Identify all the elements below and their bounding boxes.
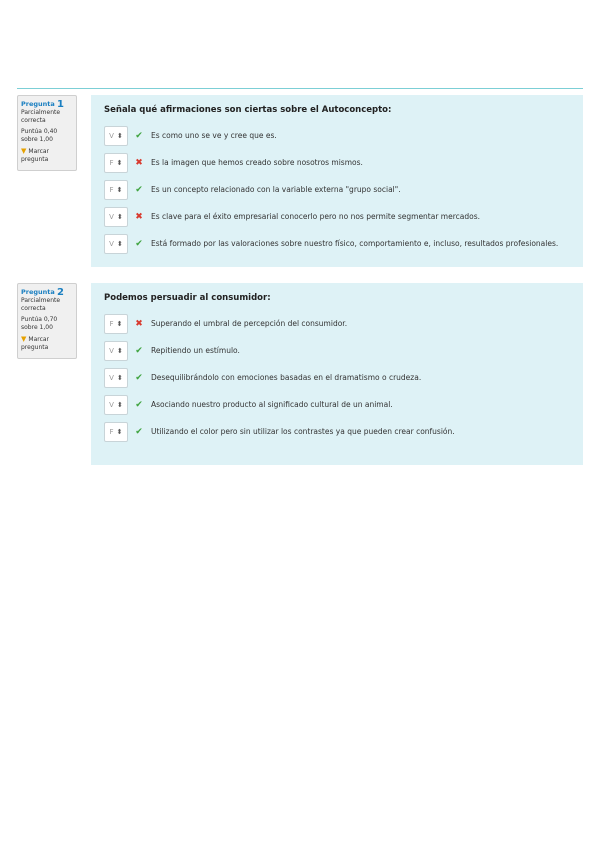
answer-row <box>104 418 583 445</box>
answer-select[interactable]: F ⬍ <box>104 153 128 173</box>
check-icon: ✔ <box>135 184 143 195</box>
select-arrows-icon: ⬍ <box>116 319 123 328</box>
flag-question-link[interactable]: ▼ Marcar pregunta <box>21 335 50 351</box>
answer-text: Es un concepto relacionado con la variable externa "grupo social". <box>151 185 401 194</box>
question-content <box>91 283 583 465</box>
cross-icon: ✖ <box>135 211 143 222</box>
question-number: Pregunta 1 <box>21 99 65 110</box>
check-icon: ✔ <box>135 238 143 249</box>
answer-text: Está formado por las valoraciones sobre nuestro físico, comportamiento e, incluso, resultados profesionales. <box>151 239 559 248</box>
top-divider <box>17 88 583 89</box>
answer-select[interactable]: V ⬍ <box>104 234 128 254</box>
flag-icon: ▼ <box>21 335 27 343</box>
answer-text: Asociando nuestro producto al significado cultural de un animal. <box>151 400 393 409</box>
select-arrows-icon: ⬍ <box>116 212 123 221</box>
question-score: Puntúa 0,40 <box>21 128 58 135</box>
cross-icon: ✖ <box>135 318 143 329</box>
flag-icon: ▼ <box>21 147 27 155</box>
flag-question-link[interactable]: ▼ Marcar pregunta <box>21 147 50 163</box>
check-icon: ✔ <box>135 399 143 410</box>
question-2 <box>17 283 583 465</box>
answer-row <box>104 337 583 364</box>
answer-row <box>104 203 583 230</box>
question-score-max: sobre 1,00 <box>21 136 53 143</box>
answer-text: Desequilibrándolo con emociones basadas en el dramatismo o crudeza. <box>151 373 422 382</box>
answer-row <box>104 310 583 337</box>
answer-row <box>104 122 583 149</box>
answer-select[interactable]: F ⬍ <box>104 422 128 442</box>
select-arrows-icon: ⬍ <box>116 131 123 140</box>
answer-text: Es clave para el éxito empresarial conocerlo pero no nos permite segmentar mercados. <box>151 212 481 221</box>
answer-text: Es como uno se ve y cree que es. <box>151 131 277 140</box>
select-arrows-icon: ⬍ <box>116 346 123 355</box>
check-icon: ✔ <box>135 130 143 141</box>
check-icon: ✔ <box>135 372 143 383</box>
answer-text: Es la imagen que hemos creado sobre nosotros mismos. <box>151 158 363 167</box>
answer-row <box>104 176 583 203</box>
check-icon: ✔ <box>135 345 143 356</box>
cross-icon: ✖ <box>135 157 143 168</box>
select-arrows-icon: ⬍ <box>116 185 123 194</box>
question-status: Parcialmente correcta <box>21 109 61 124</box>
answer-text: Superando el umbral de percepción del consumidor. <box>151 319 348 328</box>
select-arrows-icon: ⬍ <box>116 158 123 167</box>
question-score: Puntúa 0,70 <box>21 316 58 323</box>
question-text: Señala qué afirmaciones son ciertas sobre el Autoconcepto: <box>104 105 392 115</box>
question-number: Pregunta 2 <box>21 287 65 298</box>
answer-row <box>104 149 583 176</box>
select-arrows-icon: ⬍ <box>116 400 123 409</box>
answer-select[interactable]: V ⬍ <box>104 341 128 361</box>
answer-row <box>104 391 583 418</box>
select-arrows-icon: ⬍ <box>116 427 123 436</box>
answer-select[interactable]: V ⬍ <box>104 207 128 227</box>
answer-select[interactable]: V ⬍ <box>104 126 128 146</box>
answer-select[interactable]: F ⬍ <box>104 180 128 200</box>
select-arrows-icon: ⬍ <box>116 373 123 382</box>
check-icon: ✔ <box>135 426 143 437</box>
answer-text: Utilizando el color pero sin utilizar los contrastes ya que pueden crear confusión. <box>151 427 455 436</box>
answer-row <box>104 364 583 391</box>
question-content <box>91 95 583 267</box>
question-text: Podemos persuadir al consumidor: <box>104 293 271 303</box>
answer-row <box>104 230 583 257</box>
select-arrows-icon: ⬍ <box>116 239 123 248</box>
question-score-max: sobre 1,00 <box>21 324 53 331</box>
answer-select[interactable]: V ⬍ <box>104 368 128 388</box>
question-info <box>17 283 77 359</box>
answer-select[interactable]: F ⬍ <box>104 314 128 334</box>
question-1 <box>17 95 583 267</box>
question-info <box>17 95 77 171</box>
question-status: Parcialmente correcta <box>21 297 61 312</box>
answer-select[interactable]: V ⬍ <box>104 395 128 415</box>
answer-text: Repitiendo un estímulo. <box>151 346 240 355</box>
